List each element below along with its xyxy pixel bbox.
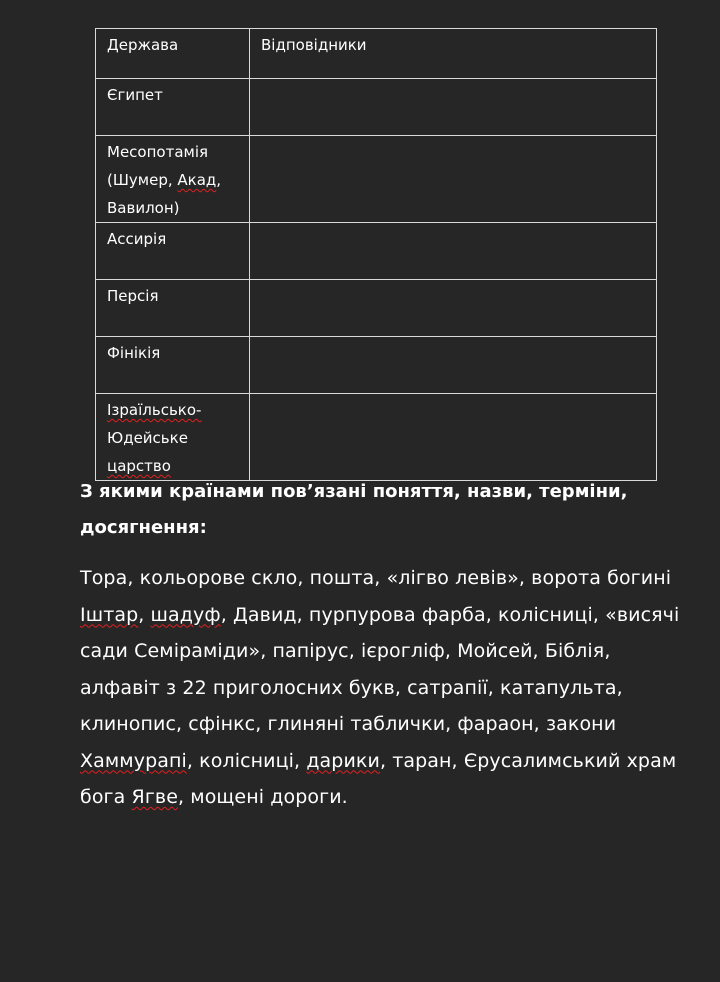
answer-cell[interactable] bbox=[250, 223, 657, 280]
answer-cell[interactable] bbox=[250, 337, 657, 394]
table-row bbox=[96, 223, 657, 280]
answer-cell[interactable] bbox=[250, 280, 657, 337]
answer-cell[interactable] bbox=[250, 136, 657, 223]
state-cell[interactable]: Персія bbox=[96, 280, 250, 337]
table-row bbox=[96, 337, 657, 394]
states-table bbox=[95, 28, 657, 481]
answer-cell[interactable] bbox=[250, 394, 657, 481]
state-cell[interactable]: Месопотамія (Шумер, Акад, Вавилон) bbox=[96, 136, 250, 223]
table-row bbox=[96, 136, 657, 223]
state-cell[interactable]: Єгипет bbox=[96, 79, 250, 136]
state-cell[interactable]: Фінікія bbox=[96, 337, 250, 394]
table-row bbox=[96, 394, 657, 481]
answer-cell[interactable] bbox=[250, 79, 657, 136]
task-heading: З якими країнами пов’язані поняття, назви, терміни, досягнення: bbox=[80, 481, 628, 538]
state-cell[interactable]: Ассирія bbox=[96, 223, 250, 280]
table-row bbox=[96, 79, 657, 136]
task-terms-text: Тора, кольорове скло, пошта, «лігво левів», ворота богині Іштар, шадуф, Давид, пурпурова фарба, колісниці, «висячі сади Семіраміди», папірус, ієрогліф, Мойсей, Біблія, алфавіт з 22 приголосних букв, сатрапії, катапульта, клинопис, сфінкс, глиняні таблички, фараон, закони Хаммурапі, колісниці, дарики, таран, Єрусалимський храм бога Ягве, мощені дороги. bbox=[80, 567, 680, 808]
table-row bbox=[96, 280, 657, 337]
header-state[interactable]: Держава bbox=[96, 29, 250, 79]
header-answer[interactable]: Відповідники bbox=[250, 29, 657, 79]
state-cell[interactable]: Ізраїльсько-Юдейське царство bbox=[96, 394, 250, 481]
table-header-row bbox=[96, 29, 657, 79]
